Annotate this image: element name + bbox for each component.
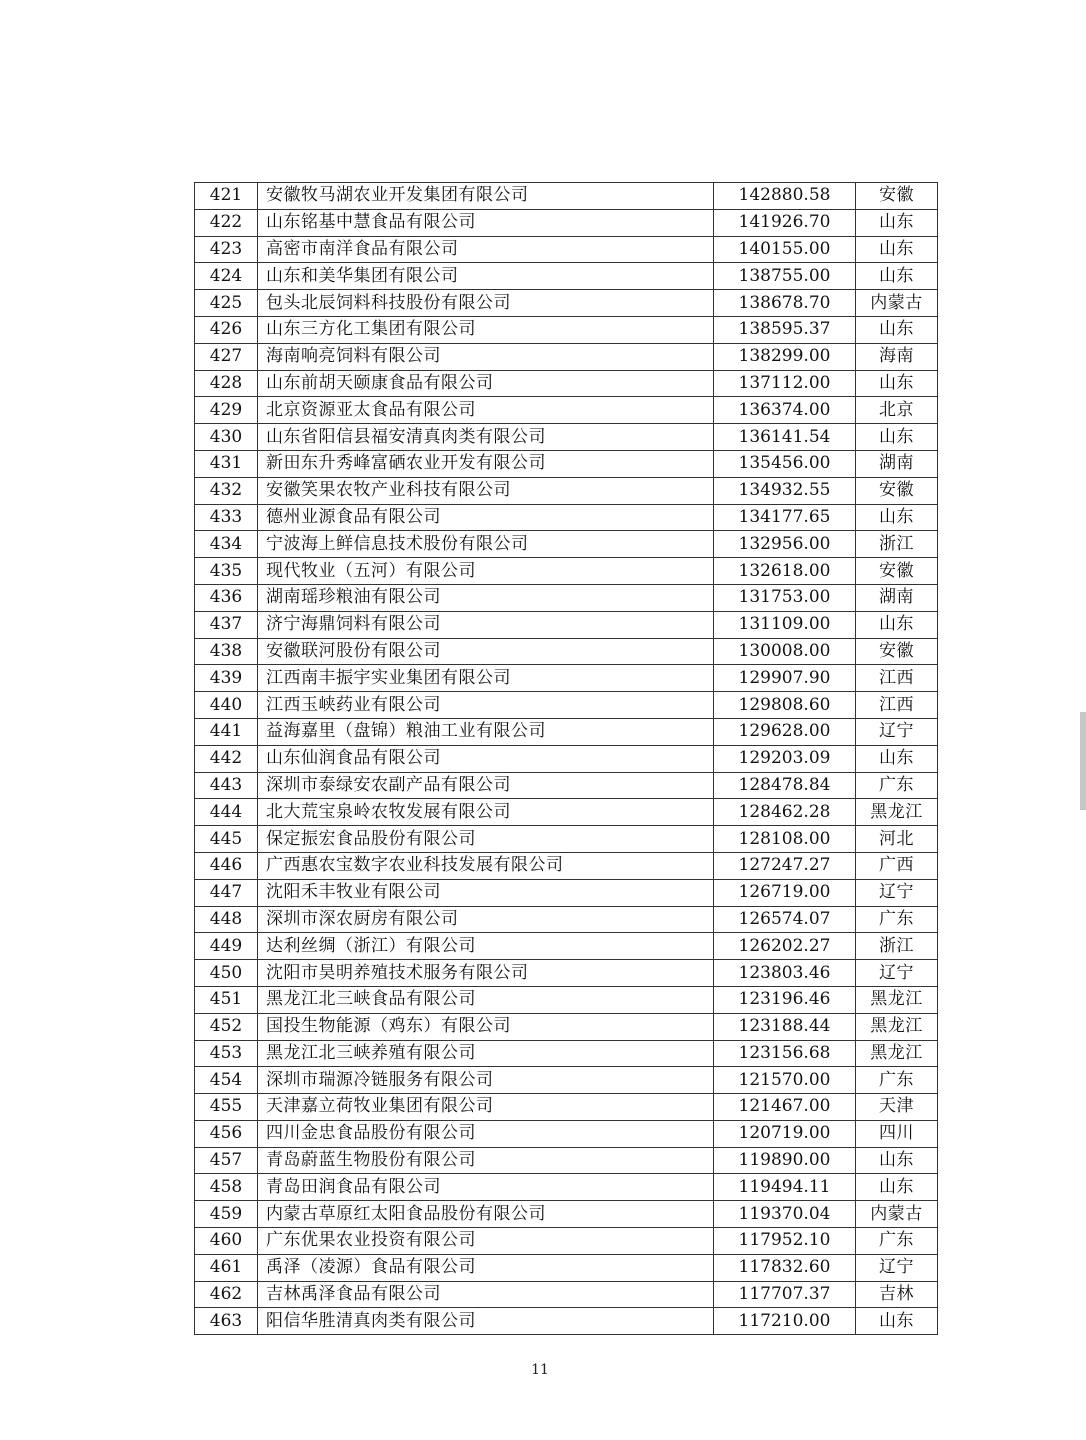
- rank-cell: 425: [195, 290, 258, 317]
- region-cell: 安徽: [856, 183, 938, 210]
- rank-cell: 461: [195, 1254, 258, 1281]
- table-row: [195, 236, 938, 263]
- table-row: [195, 826, 938, 853]
- rank-cell: 422: [195, 209, 258, 236]
- region-cell: 广东: [856, 1067, 938, 1094]
- company-name-cell: 阳信华胜清真肉类有限公司: [258, 1308, 714, 1335]
- table-row: [195, 986, 938, 1013]
- amount-cell: 117707.37: [714, 1281, 856, 1308]
- rank-cell: 459: [195, 1201, 258, 1228]
- rank-cell: 436: [195, 584, 258, 611]
- amount-cell: 132956.00: [714, 531, 856, 558]
- company-name-cell: 禹泽（凌源）食品有限公司: [258, 1254, 714, 1281]
- region-cell: 吉林: [856, 1281, 938, 1308]
- table-row: [195, 504, 938, 531]
- table-row: [195, 263, 938, 290]
- amount-cell: 134932.55: [714, 477, 856, 504]
- rank-cell: 443: [195, 772, 258, 799]
- company-name-cell: 青岛田润食品有限公司: [258, 1174, 714, 1201]
- region-cell: 天津: [856, 1094, 938, 1121]
- rank-cell: 454: [195, 1067, 258, 1094]
- rank-cell: 441: [195, 718, 258, 745]
- table-row: [195, 290, 938, 317]
- region-cell: 山东: [856, 1147, 938, 1174]
- company-name-cell: 四川金忠食品股份有限公司: [258, 1120, 714, 1147]
- company-name-cell: 山东仙润食品有限公司: [258, 745, 714, 772]
- table-row: [195, 692, 938, 719]
- table-row: [195, 450, 938, 477]
- rank-cell: 451: [195, 986, 258, 1013]
- amount-cell: 141926.70: [714, 209, 856, 236]
- rank-cell: 455: [195, 1094, 258, 1121]
- company-name-cell: 湖南瑶珍粮油有限公司: [258, 584, 714, 611]
- amount-cell: 128462.28: [714, 799, 856, 826]
- amount-cell: 126202.27: [714, 933, 856, 960]
- region-cell: 山东: [856, 745, 938, 772]
- amount-cell: 131109.00: [714, 611, 856, 638]
- amount-cell: 117210.00: [714, 1308, 856, 1335]
- rank-cell: 450: [195, 960, 258, 987]
- company-name-cell: 海南响亮饲料有限公司: [258, 343, 714, 370]
- region-cell: 山东: [856, 611, 938, 638]
- amount-cell: 138595.37: [714, 316, 856, 343]
- region-cell: 辽宁: [856, 1254, 938, 1281]
- table-row: [195, 745, 938, 772]
- rank-cell: 442: [195, 745, 258, 772]
- table-row: [195, 397, 938, 424]
- company-name-cell: 安徽联河股份有限公司: [258, 638, 714, 665]
- region-cell: 四川: [856, 1120, 938, 1147]
- region-cell: 湖南: [856, 584, 938, 611]
- rank-cell: 437: [195, 611, 258, 638]
- rank-cell: 444: [195, 799, 258, 826]
- amount-cell: 138755.00: [714, 263, 856, 290]
- rank-cell: 433: [195, 504, 258, 531]
- table-row: [195, 477, 938, 504]
- amount-cell: 129628.00: [714, 718, 856, 745]
- amount-cell: 117952.10: [714, 1228, 856, 1255]
- company-name-cell: 包头北辰饲料科技股份有限公司: [258, 290, 714, 317]
- table-row: [195, 531, 938, 558]
- company-name-cell: 达利丝绸（浙江）有限公司: [258, 933, 714, 960]
- table-row: [195, 424, 938, 451]
- table-row: [195, 1120, 938, 1147]
- rank-cell: 430: [195, 424, 258, 451]
- region-cell: 黑龙江: [856, 1013, 938, 1040]
- table-row: [195, 879, 938, 906]
- amount-cell: 136141.54: [714, 424, 856, 451]
- table-row: [195, 1228, 938, 1255]
- company-name-cell: 沈阳禾丰牧业有限公司: [258, 879, 714, 906]
- table-row: [195, 183, 938, 210]
- region-cell: 安徽: [856, 477, 938, 504]
- company-name-cell: 山东省阳信县福安清真肉类有限公司: [258, 424, 714, 451]
- region-cell: 浙江: [856, 531, 938, 558]
- amount-cell: 126719.00: [714, 879, 856, 906]
- amount-cell: 136374.00: [714, 397, 856, 424]
- company-name-cell: 保定振宏食品股份有限公司: [258, 826, 714, 853]
- region-cell: 山东: [856, 370, 938, 397]
- company-name-cell: 现代牧业（五河）有限公司: [258, 558, 714, 585]
- table-row: [195, 638, 938, 665]
- region-cell: 山东: [856, 236, 938, 263]
- table-row: [195, 209, 938, 236]
- region-cell: 山东: [856, 424, 938, 451]
- company-name-cell: 内蒙古草原红太阳食品股份有限公司: [258, 1201, 714, 1228]
- company-name-cell: 沈阳市昊明养殖技术服务有限公司: [258, 960, 714, 987]
- table-row: [195, 1308, 938, 1335]
- company-name-cell: 宁波海上鲜信息技术股份有限公司: [258, 531, 714, 558]
- amount-cell: 123156.68: [714, 1040, 856, 1067]
- table-row: [195, 665, 938, 692]
- company-name-cell: 北京资源亚太食品有限公司: [258, 397, 714, 424]
- region-cell: 山东: [856, 1308, 938, 1335]
- company-name-cell: 安徽笑果农牧产业科技有限公司: [258, 477, 714, 504]
- region-cell: 辽宁: [856, 718, 938, 745]
- amount-cell: 126574.07: [714, 906, 856, 933]
- company-name-cell: 山东三方化工集团有限公司: [258, 316, 714, 343]
- amount-cell: 142880.58: [714, 183, 856, 210]
- region-cell: 广东: [856, 906, 938, 933]
- region-cell: 山东: [856, 209, 938, 236]
- region-cell: 安徽: [856, 638, 938, 665]
- amount-cell: 138299.00: [714, 343, 856, 370]
- amount-cell: 135456.00: [714, 450, 856, 477]
- amount-cell: 134177.65: [714, 504, 856, 531]
- region-cell: 北京: [856, 397, 938, 424]
- rank-cell: 457: [195, 1147, 258, 1174]
- region-cell: 广东: [856, 1228, 938, 1255]
- rank-cell: 421: [195, 183, 258, 210]
- amount-cell: 127247.27: [714, 852, 856, 879]
- amount-cell: 119890.00: [714, 1147, 856, 1174]
- rank-cell: 435: [195, 558, 258, 585]
- amount-cell: 121570.00: [714, 1067, 856, 1094]
- company-name-cell: 山东和美华集团有限公司: [258, 263, 714, 290]
- table-row: [195, 611, 938, 638]
- rank-cell: 462: [195, 1281, 258, 1308]
- company-name-cell: 广东优果农业投资有限公司: [258, 1228, 714, 1255]
- table-row: [195, 960, 938, 987]
- rank-cell: 428: [195, 370, 258, 397]
- region-cell: 山东: [856, 1174, 938, 1201]
- amount-cell: 119494.11: [714, 1174, 856, 1201]
- amount-cell: 119370.04: [714, 1201, 856, 1228]
- company-name-cell: 江西玉峡药业有限公司: [258, 692, 714, 719]
- rank-cell: 423: [195, 236, 258, 263]
- company-name-cell: 济宁海鼎饲料有限公司: [258, 611, 714, 638]
- table-row: [195, 933, 938, 960]
- table-row: [195, 316, 938, 343]
- company-name-cell: 新田东升秀峰富硒农业开发有限公司: [258, 450, 714, 477]
- amount-cell: 130008.00: [714, 638, 856, 665]
- region-cell: 广东: [856, 772, 938, 799]
- company-name-cell: 国投生物能源（鸡东）有限公司: [258, 1013, 714, 1040]
- region-cell: 海南: [856, 343, 938, 370]
- region-cell: 河北: [856, 826, 938, 853]
- region-cell: 江西: [856, 665, 938, 692]
- region-cell: 辽宁: [856, 960, 938, 987]
- table-row: [195, 852, 938, 879]
- region-cell: 湖南: [856, 450, 938, 477]
- amount-cell: 137112.00: [714, 370, 856, 397]
- region-cell: 内蒙古: [856, 1201, 938, 1228]
- amount-cell: 132618.00: [714, 558, 856, 585]
- rank-cell: 447: [195, 879, 258, 906]
- amount-cell: 123188.44: [714, 1013, 856, 1040]
- table-row: [195, 558, 938, 585]
- region-cell: 江西: [856, 692, 938, 719]
- rank-cell: 431: [195, 450, 258, 477]
- region-cell: 山东: [856, 316, 938, 343]
- region-cell: 安徽: [856, 558, 938, 585]
- rank-cell: 452: [195, 1013, 258, 1040]
- rank-cell: 448: [195, 906, 258, 933]
- region-cell: 山东: [856, 263, 938, 290]
- table-row: [195, 1067, 938, 1094]
- amount-cell: 128108.00: [714, 826, 856, 853]
- company-name-cell: 广西惠农宝数字农业科技发展有限公司: [258, 852, 714, 879]
- table-row: [195, 1094, 938, 1121]
- company-name-cell: 深圳市深农厨房有限公司: [258, 906, 714, 933]
- table-row: [195, 906, 938, 933]
- ranking-table: [194, 182, 938, 1335]
- table-row: [195, 343, 938, 370]
- company-name-cell: 安徽牧马湖农业开发集团有限公司: [258, 183, 714, 210]
- company-name-cell: 北大荒宝泉岭农牧发展有限公司: [258, 799, 714, 826]
- rank-cell: 449: [195, 933, 258, 960]
- region-cell: 内蒙古: [856, 290, 938, 317]
- company-name-cell: 江西南丰振宇实业集团有限公司: [258, 665, 714, 692]
- table-row: [195, 584, 938, 611]
- rank-cell: 434: [195, 531, 258, 558]
- region-cell: 黑龙江: [856, 799, 938, 826]
- company-name-cell: 高密市南洋食品有限公司: [258, 236, 714, 263]
- company-name-cell: 益海嘉里（盘锦）粮油工业有限公司: [258, 718, 714, 745]
- rank-cell: 438: [195, 638, 258, 665]
- table-row: [195, 799, 938, 826]
- rank-cell: 458: [195, 1174, 258, 1201]
- table-row: [195, 1281, 938, 1308]
- amount-cell: 121467.00: [714, 1094, 856, 1121]
- rank-cell: 427: [195, 343, 258, 370]
- rank-cell: 440: [195, 692, 258, 719]
- rank-cell: 456: [195, 1120, 258, 1147]
- amount-cell: 120719.00: [714, 1120, 856, 1147]
- rank-cell: 432: [195, 477, 258, 504]
- scrollbar-thumb[interactable]: [1080, 712, 1086, 810]
- rank-cell: 445: [195, 826, 258, 853]
- table-row: [195, 718, 938, 745]
- company-name-cell: 天津嘉立荷牧业集团有限公司: [258, 1094, 714, 1121]
- amount-cell: 138678.70: [714, 290, 856, 317]
- company-name-cell: 青岛蔚蓝生物股份有限公司: [258, 1147, 714, 1174]
- region-cell: 黑龙江: [856, 986, 938, 1013]
- rank-cell: 446: [195, 852, 258, 879]
- table-row: [195, 1147, 938, 1174]
- table-row: [195, 1174, 938, 1201]
- amount-cell: 117832.60: [714, 1254, 856, 1281]
- company-name-cell: 山东前胡天颐康食品有限公司: [258, 370, 714, 397]
- region-cell: 广西: [856, 852, 938, 879]
- amount-cell: 129203.09: [714, 745, 856, 772]
- region-cell: 辽宁: [856, 879, 938, 906]
- region-cell: 黑龙江: [856, 1040, 938, 1067]
- amount-cell: 131753.00: [714, 584, 856, 611]
- table-row: [195, 1254, 938, 1281]
- table-row: [195, 1201, 938, 1228]
- rank-cell: 460: [195, 1228, 258, 1255]
- region-cell: 浙江: [856, 933, 938, 960]
- amount-cell: 123803.46: [714, 960, 856, 987]
- company-name-cell: 黑龙江北三峡养殖有限公司: [258, 1040, 714, 1067]
- amount-cell: 129808.60: [714, 692, 856, 719]
- page-number: 11: [531, 1362, 549, 1378]
- company-name-cell: 山东铭基中慧食品有限公司: [258, 209, 714, 236]
- ranking-table-body: [195, 183, 938, 1335]
- rank-cell: 463: [195, 1308, 258, 1335]
- amount-cell: 129907.90: [714, 665, 856, 692]
- company-name-cell: 吉林禹泽食品有限公司: [258, 1281, 714, 1308]
- table-row: [195, 1040, 938, 1067]
- table-row: [195, 370, 938, 397]
- rank-cell: 429: [195, 397, 258, 424]
- company-name-cell: 德州业源食品有限公司: [258, 504, 714, 531]
- rank-cell: 439: [195, 665, 258, 692]
- table-row: [195, 1013, 938, 1040]
- amount-cell: 128478.84: [714, 772, 856, 799]
- rank-cell: 424: [195, 263, 258, 290]
- region-cell: 山东: [856, 504, 938, 531]
- company-name-cell: 深圳市瑞源冷链服务有限公司: [258, 1067, 714, 1094]
- amount-cell: 123196.46: [714, 986, 856, 1013]
- company-name-cell: 黑龙江北三峡食品有限公司: [258, 986, 714, 1013]
- rank-cell: 426: [195, 316, 258, 343]
- table-row: [195, 772, 938, 799]
- company-name-cell: 深圳市泰绿安农副产品有限公司: [258, 772, 714, 799]
- rank-cell: 453: [195, 1040, 258, 1067]
- amount-cell: 140155.00: [714, 236, 856, 263]
